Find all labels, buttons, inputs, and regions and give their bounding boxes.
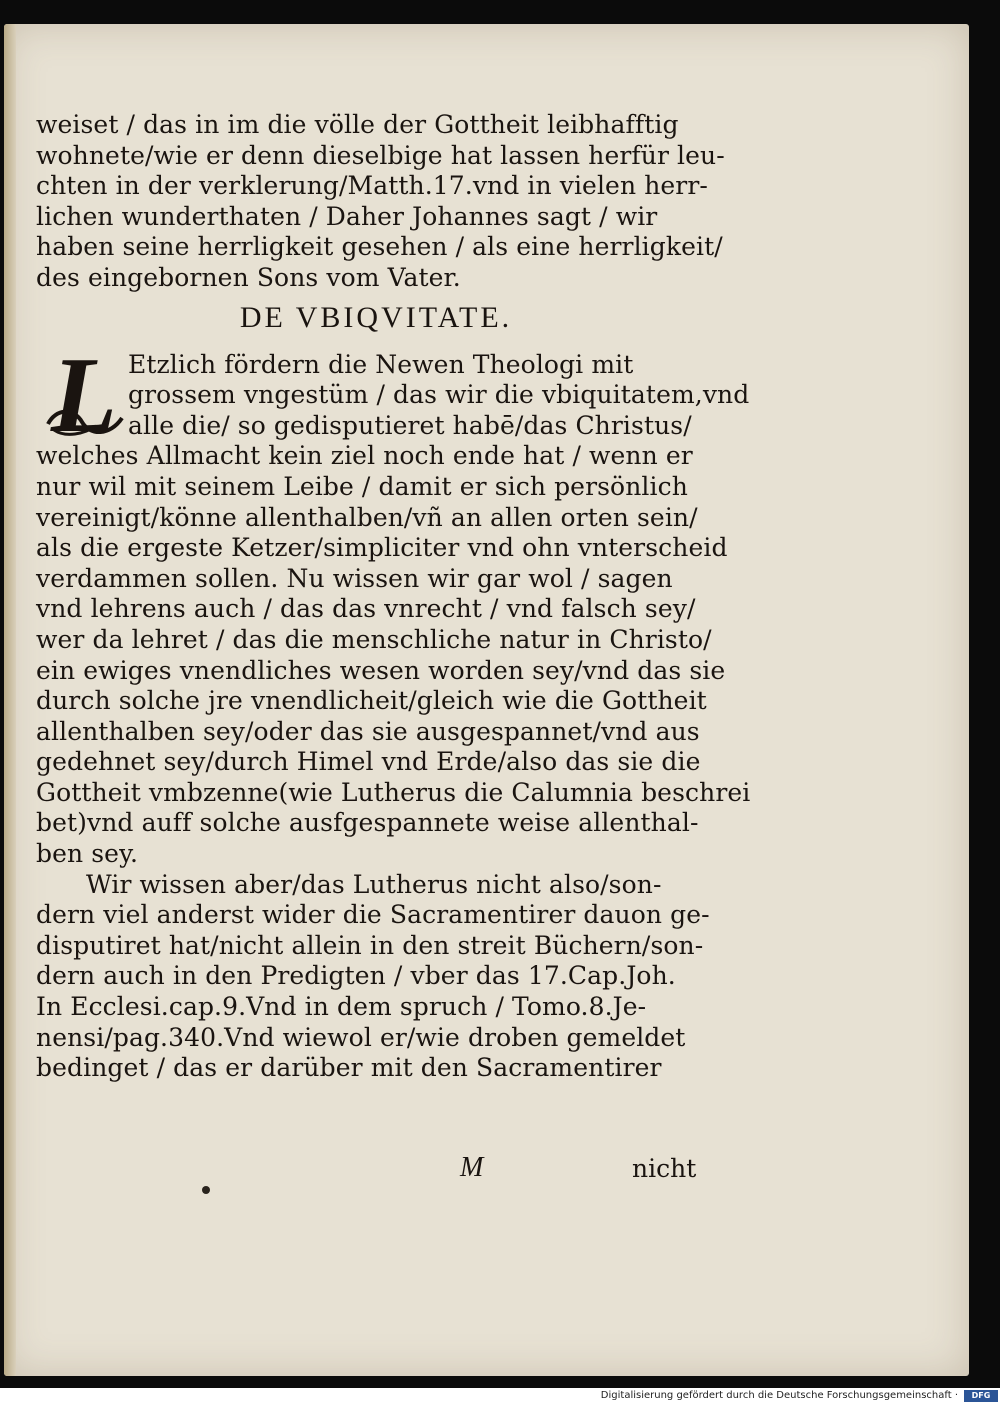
text-line: alle die/ so gedisputieret habē/das Christus/ — [128, 410, 692, 440]
text-line: disputiret hat/nicht allein in den streit Büchern/son- — [36, 930, 704, 960]
initial-flourish-icon — [44, 404, 128, 438]
text-line: dern viel anderst wider die Sacramentirer dauon ge- — [36, 900, 710, 930]
page-text — [36, 110, 751, 1084]
lines-after-initial — [36, 441, 751, 869]
dfg-logo: DFG — [964, 1390, 998, 1402]
catchword: nicht — [632, 1154, 697, 1183]
text-line: gedehnet sey/durch Himel vnd Erde/also das sie die — [36, 747, 701, 777]
paragraph-two — [36, 870, 716, 1084]
text-line: durch solche jre vnendlicheit/gleich wie die Gottheit — [36, 686, 707, 716]
text-line: dern auch in den Predigten / vber das 17.Cap.Joh. — [36, 961, 676, 991]
text-line: nur wil mit seinem Leibe / damit er sich persönlich — [36, 471, 688, 501]
text-line: haben seine herrligkeit gesehen / als eine herrligkeit/ — [36, 232, 723, 262]
digitization-credit: Digitalisierung gefördert durch die Deutsche Forschungsgemeinschaft · — [600, 1390, 958, 1401]
initial-paragraph — [36, 335, 750, 455]
text-line: bedinget / das er darüber mit den Sacramentirer — [36, 1053, 662, 1083]
text-line: verdammen sollen. Nu wissen wir gar wol / sagen — [36, 563, 673, 593]
text-line: lichen wunderthaten / Daher Johannes sagt / wir — [36, 201, 658, 231]
signature-mark: M — [460, 1152, 484, 1183]
text-line: vereinigt/könne allenthalben/vñ an allen orten sein/ — [36, 502, 698, 532]
lines-before-heading — [36, 110, 725, 294]
text-line: ein ewiges vnendliches wesen worden sey/vnd das sie — [36, 655, 726, 685]
book-page — [4, 24, 969, 1376]
page-binding-edge — [4, 24, 16, 1376]
text-line: Etzlich fördern die Newen Theologi mit — [128, 349, 634, 379]
text-line: chten in der verklerung/Matth.17.vnd in vielen herr- — [36, 171, 708, 201]
text-line: des eingebornen Sons vom Vater. — [36, 262, 461, 292]
text-line: Wir wissen aber/das Lutherus nicht also/son- — [86, 869, 662, 899]
text-line: ben sey. — [36, 839, 139, 869]
decorated-initial: L — [51, 335, 117, 455]
section-heading: DE VBIQVITATE. — [239, 300, 513, 334]
text-line: allenthalben sey/oder das sie ausgespannet/vnd aus — [36, 716, 700, 746]
text-line: welches Allmacht kein ziel noch ende hat / wenn er — [36, 441, 693, 471]
text-line: In Ecclesi.cap.9.Vnd in dem spruch / Tomo.8.Je- — [36, 992, 647, 1022]
text-line: Gottheit vmbzenne(wie Lutherus die Calumnia beschrei — [36, 777, 751, 807]
text-line: bet)vnd auff solche ausfgespannete weise allenthal- — [36, 808, 699, 838]
text-line: vnd lehrens auch / das das vnrecht / vnd falsch sey/ — [36, 594, 696, 624]
text-line: weiset / das in im die völle der Gottheit leibhafftig — [36, 110, 679, 139]
text-line: als die ergeste Ketzer/simpliciter vnd ohn vnterscheid — [36, 533, 728, 563]
text-line: wer da lehret / das die menschliche natur in Christo/ — [36, 624, 712, 654]
text-line: grossem vngestüm / das wir die vbiquitatem,vnd — [128, 380, 750, 410]
ink-spot — [202, 1186, 210, 1194]
text-line: wohnete/wie er denn dieselbige hat lassen herfür leu- — [36, 140, 725, 170]
text-line: nensi/pag.340.Vnd wiewol er/wie droben gemeldet — [36, 1022, 686, 1052]
